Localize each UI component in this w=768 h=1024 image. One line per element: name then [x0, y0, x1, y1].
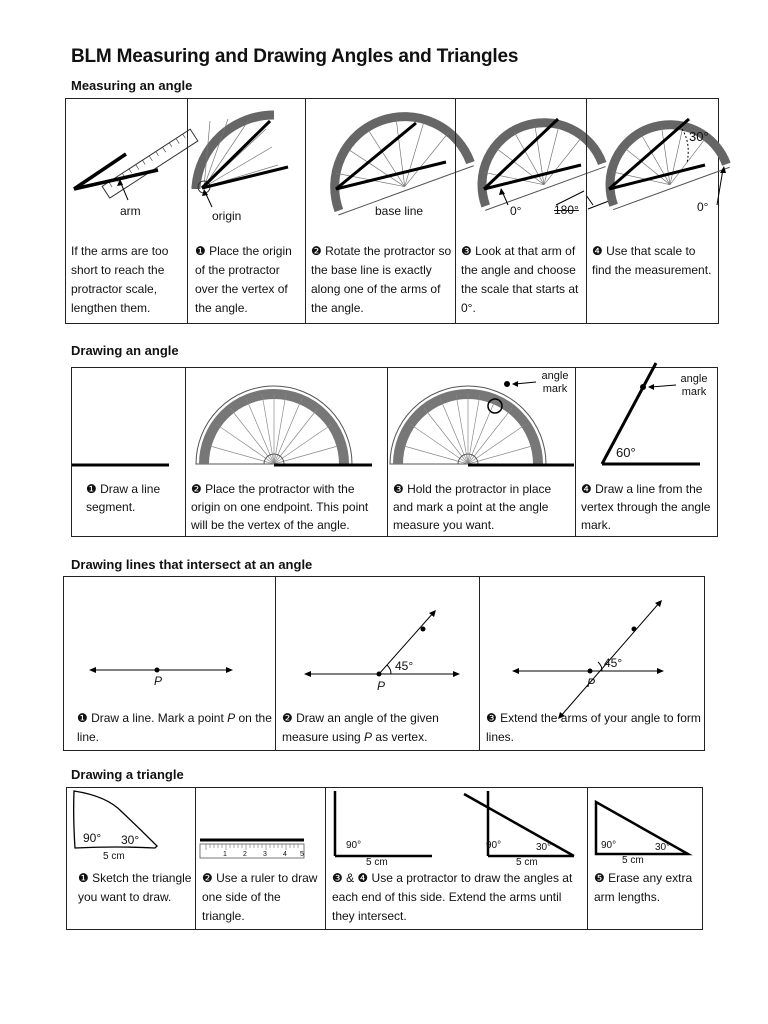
drawing-step-0 [72, 368, 185, 536]
triangle-step-2 [325, 788, 587, 929]
sketch-thirty-label: 30° [121, 833, 140, 847]
sketch-ninety-label: 90° [83, 831, 102, 845]
ruler-number-4: 4 [283, 851, 287, 858]
triangle-caption-1: ❷ Use a ruler to draw one side of the triangle. [202, 871, 318, 923]
drawing-step-3 [575, 368, 719, 536]
measuring-step-2 [305, 99, 455, 323]
drawing-caption-3: ❹ Draw a line from the vertex through the angle mark. [581, 482, 711, 532]
sixty-degree-label: 60° [616, 445, 636, 460]
drawing-angle-panel [71, 367, 718, 537]
point-p-label-3: P [587, 676, 596, 690]
triangle-step-0 [67, 788, 195, 929]
zero-degree-label: 0° [510, 204, 522, 218]
final-triangle-figure [588, 788, 705, 868]
protractor-triangle-figure [326, 788, 588, 868]
ruler-number-3: 3 [263, 851, 267, 858]
line-segment-figure [72, 368, 185, 478]
intersect-step-0 [64, 577, 275, 750]
triangle-step-3 [587, 788, 704, 929]
protractor-scale-figure [456, 99, 587, 239]
sketch-triangle-figure [67, 788, 195, 868]
protractor-baseline-figure [306, 99, 456, 239]
zero-degree-label-b: 0° [697, 200, 709, 214]
angle-mark-label-1: angle mark [541, 370, 569, 395]
section-heading-intersect: Drawing lines that intersect at an angle [71, 557, 313, 572]
measuring-caption-4: ❹ Use that scale to find the measurement. [592, 244, 712, 277]
one-eighty-label: 180° [554, 203, 579, 217]
page-title: BLM Measuring and Drawing Angles and Triangles [71, 46, 519, 67]
final-ninety-label: 90° [601, 840, 617, 851]
step3-ninety-label: 90° [346, 840, 362, 851]
section-heading-triangle: Drawing a triangle [71, 767, 184, 782]
intersect-step-1 [275, 577, 479, 750]
line-point-figure [64, 577, 275, 707]
thirty-degree-label: 30° [689, 129, 709, 144]
step4-length-label: 5 cm [516, 857, 538, 868]
section-heading-measuring: Measuring an angle [71, 78, 193, 93]
measuring-step-3 [455, 99, 586, 323]
arm-ruler-figure [66, 99, 187, 239]
ruler-number-5: 5 [300, 851, 304, 858]
drawing-caption-1: ❷ Place the protractor with the origin on one endpoint. This point will be the vertex of the angle. [191, 482, 369, 532]
triangle-caption-0: ❶ Sketch the triangle you want to draw. [78, 871, 192, 904]
measuring-step-0 [66, 99, 187, 323]
protractor-measure-figure [587, 99, 721, 239]
intersect-caption-2: ❸ Extend the arms of your angle to form lines. [486, 711, 701, 744]
section-heading-drawing-angle: Drawing an angle [71, 343, 179, 358]
measuring-caption-2: ❷ Rotate the protractor so the base line is exactly along one of the arms of the angle. [311, 244, 452, 315]
measuring-panel [65, 98, 719, 324]
intersect-caption-0: ❶ Draw a line. Mark a point P on the line. [77, 711, 272, 744]
intersect-panel [63, 576, 705, 751]
angle-mark-label-2: angle mark [680, 373, 708, 398]
triangle-panel [66, 787, 703, 930]
base-line-label: base line [375, 204, 424, 218]
step3-length-label: 5 cm [366, 857, 388, 868]
ruler-figure [196, 788, 326, 868]
forty-five-degree-label-1: 45° [395, 659, 414, 673]
drawing-step-1 [185, 368, 387, 536]
ruler-number-1: 1 [223, 851, 227, 858]
protractor-placed-figure [186, 368, 388, 478]
measuring-step-1 [187, 99, 305, 323]
measuring-step-4 [586, 99, 720, 323]
step4-thirty-label: 30° [536, 842, 552, 853]
origin-label: origin [212, 209, 242, 223]
drawing-caption-0: ❶ Draw a line segment. [86, 482, 161, 514]
step4-ninety-label: 90° [486, 840, 502, 851]
protractor-origin-figure [188, 99, 306, 239]
measuring-caption-1: ❶ Place the origin of the protractor over the vertex of the angle. [195, 244, 292, 315]
point-p-label-1: P [154, 674, 163, 688]
arm-label: arm [120, 204, 141, 218]
intersect-caption-1: ❷ Draw an angle of the given measure using P as vertex. [282, 711, 439, 744]
point-p-label-2: P [377, 679, 386, 693]
intersect-step-2 [479, 577, 706, 750]
ruler-number-2: 2 [243, 851, 247, 858]
drawing-step-2 [387, 368, 575, 536]
measuring-caption-3: ❸ Look at that arm of the angle and choose the scale that starts at 0°. [461, 244, 579, 315]
triangle-caption-3: ❺ Erase any extra arm lengths. [594, 871, 693, 904]
measuring-caption-0: If the arms are too short to reach the protractor scale, lengthen them. [71, 244, 169, 315]
final-thirty-label: 30° [655, 842, 671, 853]
forty-five-degree-label-2: 45° [604, 656, 623, 670]
final-length-label: 5 cm [622, 855, 644, 866]
sketch-length-label: 5 cm [103, 851, 125, 862]
triangle-step-1 [195, 788, 325, 929]
drawing-caption-2: ❸ Hold the protractor in place and mark a point at the angle measure you want. [393, 482, 552, 532]
triangle-caption-2: ❸ & ❹ Use a protractor to draw the angles at each end of this side. Extend the arms until they intersect. [332, 871, 573, 923]
